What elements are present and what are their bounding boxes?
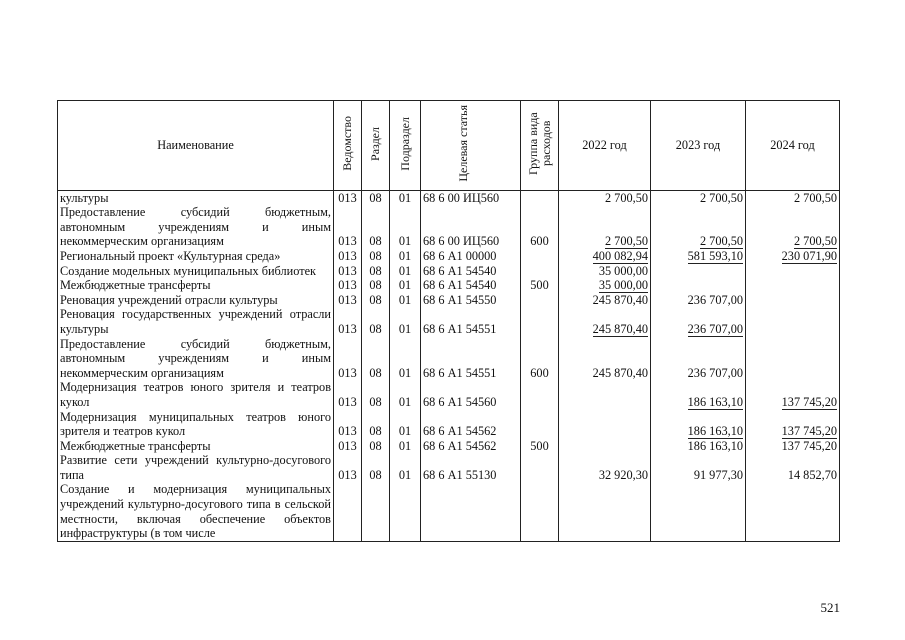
cell-name: Предоставление субсидий бюджетным, автономным учреждениям и иным некоммерческим организациям (58, 337, 334, 381)
cell-name: Создание и модернизация муниципальных учреждений культурно-досугового типа в сельской местности, включая обеспечение объектов инфраструктуры (в том числе (58, 482, 334, 541)
cell-section: 08 (362, 439, 390, 454)
header-2024: 2024 год (746, 101, 840, 191)
cell-ministry: 013 (334, 307, 362, 336)
cell-expense-group (521, 307, 559, 336)
cell-2023 (651, 482, 746, 541)
cell-ministry: 013 (334, 453, 362, 482)
cell-2022-value: 35 000,00 (598, 263, 648, 278)
cell-subsection: 01 (390, 337, 421, 381)
cell-2024 (746, 439, 840, 454)
cell-ministry: 013 (334, 278, 362, 293)
cell-expense-group: 600 (521, 205, 559, 249)
table-row (58, 190, 840, 205)
table-row (58, 307, 840, 336)
cell-target-item: 68 6 А1 54540 (421, 264, 521, 279)
cell-ministry: 013 (334, 264, 362, 279)
cell-2024 (746, 278, 840, 293)
cell-target-item: 68 6 А1 54550 (421, 293, 521, 308)
cell-name: Создание модельных муниципальных библиотек (58, 264, 334, 279)
cell-section: 08 (362, 293, 390, 308)
cell-target-item: 68 6 А1 54540 (421, 278, 521, 293)
cell-2024 (746, 482, 840, 541)
cell-section: 08 (362, 453, 390, 482)
table-row (58, 439, 840, 454)
cell-2024 (746, 380, 840, 409)
cell-section: 08 (362, 205, 390, 249)
cell-subsection: 01 (390, 293, 421, 308)
cell-target-item: 68 6 А1 54551 (421, 337, 521, 381)
cell-target-item: 68 6 А1 00000 (421, 249, 521, 264)
cell-2022-value: 2 700,50 (604, 234, 648, 249)
cell-2024-value: 230 071,90 (781, 248, 837, 263)
cell-name: Предоставление субсидий бюджетным, автономным учреждениям и иным некоммерческим организациям (58, 205, 334, 249)
cell-expense-group: 600 (521, 337, 559, 381)
table-row (58, 410, 840, 439)
cell-2024-value: 14 852,70 (787, 467, 837, 482)
cell-2023 (651, 453, 746, 482)
cell-section: 08 (362, 249, 390, 264)
header-target-item: Целевая статья (421, 101, 521, 191)
cell-2023 (651, 337, 746, 381)
budget-table (57, 100, 840, 542)
page-number: 521 (820, 600, 840, 615)
table-header-row (58, 101, 840, 191)
cell-2023 (651, 205, 746, 249)
cell-name: Модернизация театров юного зрителя и театров кукол (58, 380, 334, 409)
cell-section: 08 (362, 337, 390, 381)
cell-2023 (651, 293, 746, 308)
cell-2022-value: 245 870,40 (592, 365, 648, 380)
cell-2024 (746, 264, 840, 279)
cell-subsection: 01 (390, 205, 421, 249)
cell-2022 (559, 380, 651, 409)
cell-2022 (559, 249, 651, 264)
cell-2024 (746, 307, 840, 336)
cell-subsection: 01 (390, 410, 421, 439)
cell-2023 (651, 307, 746, 336)
cell-expense-group (521, 410, 559, 439)
cell-expense-group: 500 (521, 439, 559, 454)
cell-name: Развитие сети учреждений культурно-досугового типа (58, 453, 334, 482)
cell-2022 (559, 190, 651, 205)
cell-section: 08 (362, 410, 390, 439)
cell-2023 (651, 264, 746, 279)
cell-name: культуры (58, 190, 334, 205)
cell-target-item: 68 6 А1 54562 (421, 439, 521, 454)
cell-2024 (746, 190, 840, 205)
header-2022: 2022 год (559, 101, 651, 191)
cell-target-item: 68 6 00 ИЦ560 (421, 190, 521, 205)
cell-2023-value: 2 700,50 (699, 234, 743, 249)
table-row (58, 453, 840, 482)
cell-expense-group (521, 380, 559, 409)
cell-ministry (334, 482, 362, 541)
cell-name: Межбюджетные трансферты (58, 439, 334, 454)
cell-2024 (746, 453, 840, 482)
cell-section: 08 (362, 380, 390, 409)
cell-2023 (651, 190, 746, 205)
header-section: Раздел (362, 101, 390, 191)
cell-2023-value: 581 593,10 (687, 248, 743, 263)
cell-section (362, 482, 390, 541)
header-subsection: Подраздел (390, 101, 421, 191)
header-2023: 2023 год (651, 101, 746, 191)
cell-2022 (559, 293, 651, 308)
cell-2023-value: 186 163,10 (687, 424, 743, 439)
cell-ministry: 013 (334, 249, 362, 264)
cell-2022 (559, 264, 651, 279)
header-name: Наименование (58, 101, 334, 191)
cell-2022-value: 245 870,40 (592, 321, 648, 336)
cell-subsection: 01 (390, 249, 421, 264)
cell-section: 08 (362, 264, 390, 279)
cell-section: 08 (362, 190, 390, 205)
table-row (58, 205, 840, 249)
cell-2023-value: 236 707,00 (687, 365, 743, 380)
cell-ministry: 013 (334, 439, 362, 454)
cell-2022 (559, 205, 651, 249)
cell-subsection: 01 (390, 190, 421, 205)
cell-target-item: 68 6 00 ИЦ560 (421, 205, 521, 249)
table-row (58, 264, 840, 279)
cell-expense-group (521, 190, 559, 205)
cell-2022 (559, 337, 651, 381)
cell-subsection (390, 482, 421, 541)
cell-2023-value: 236 707,00 (687, 321, 743, 336)
cell-ministry: 013 (334, 205, 362, 249)
cell-subsection: 01 (390, 278, 421, 293)
cell-expense-group: 500 (521, 278, 559, 293)
cell-2024-value: 2 700,50 (793, 190, 837, 205)
cell-2023 (651, 278, 746, 293)
cell-name: Модернизация муниципальных театров юного зрителя и театров кукол (58, 410, 334, 439)
cell-name: Реновация учреждений отрасли культуры (58, 293, 334, 308)
cell-expense-group (521, 293, 559, 308)
cell-2022 (559, 439, 651, 454)
cell-2024 (746, 293, 840, 308)
cell-2024-value: 2 700,50 (793, 234, 837, 249)
cell-ministry: 013 (334, 293, 362, 308)
cell-2022 (559, 410, 651, 439)
cell-2022 (559, 482, 651, 541)
cell-subsection: 01 (390, 439, 421, 454)
cell-expense-group (521, 249, 559, 264)
table-row (58, 380, 840, 409)
cell-2022-value: 2 700,50 (604, 190, 648, 205)
cell-2023-value: 236 707,00 (687, 292, 743, 307)
cell-target-item: 68 6 А1 55130 (421, 453, 521, 482)
cell-section: 08 (362, 278, 390, 293)
cell-2024 (746, 205, 840, 249)
cell-2023-value: 2 700,50 (699, 190, 743, 205)
cell-2024 (746, 410, 840, 439)
cell-target-item: 68 6 А1 54562 (421, 410, 521, 439)
cell-ministry: 013 (334, 410, 362, 439)
cell-section: 08 (362, 307, 390, 336)
cell-name: Межбюджетные трансферты (58, 278, 334, 293)
cell-target-item: 68 6 А1 54551 (421, 307, 521, 336)
cell-2024-value: 137 745,20 (781, 394, 837, 409)
header-expense-group: Группа вида расходов (521, 101, 559, 191)
cell-2022-value: 400 082,94 (592, 248, 648, 263)
cell-2024 (746, 337, 840, 381)
cell-2024-value: 137 745,20 (781, 438, 837, 453)
cell-target-item (421, 482, 521, 541)
cell-2022-value: 245 870,40 (592, 292, 648, 307)
table-row (58, 249, 840, 264)
cell-2023 (651, 380, 746, 409)
table-row (58, 337, 840, 381)
cell-2023 (651, 439, 746, 454)
cell-expense-group (521, 264, 559, 279)
table-row (58, 278, 840, 293)
header-ministry: Ведомство (334, 101, 362, 191)
cell-ministry: 013 (334, 190, 362, 205)
cell-2022-value: 32 920,30 (598, 467, 648, 482)
cell-2023 (651, 249, 746, 264)
cell-subsection: 01 (390, 380, 421, 409)
cell-ministry: 013 (334, 337, 362, 381)
cell-subsection: 01 (390, 453, 421, 482)
cell-2023-value: 91 977,30 (693, 467, 743, 482)
cell-2022-value: 35 000,00 (598, 278, 648, 293)
cell-ministry: 013 (334, 380, 362, 409)
cell-name: Региональный проект «Культурная среда» (58, 249, 334, 264)
cell-subsection: 01 (390, 264, 421, 279)
cell-expense-group (521, 482, 559, 541)
cell-2022 (559, 307, 651, 336)
cell-2024 (746, 249, 840, 264)
cell-2022 (559, 453, 651, 482)
cell-2023 (651, 410, 746, 439)
cell-2023-value: 186 163,10 (687, 394, 743, 409)
table-row (58, 293, 840, 308)
cell-expense-group (521, 453, 559, 482)
cell-2024-value: 137 745,20 (781, 424, 837, 439)
cell-target-item: 68 6 А1 54560 (421, 380, 521, 409)
cell-subsection: 01 (390, 307, 421, 336)
table-row (58, 482, 840, 541)
cell-2022 (559, 278, 651, 293)
cell-2023-value: 186 163,10 (687, 438, 743, 453)
cell-name: Реновация государственных учреждений отрасли культуры (58, 307, 334, 336)
